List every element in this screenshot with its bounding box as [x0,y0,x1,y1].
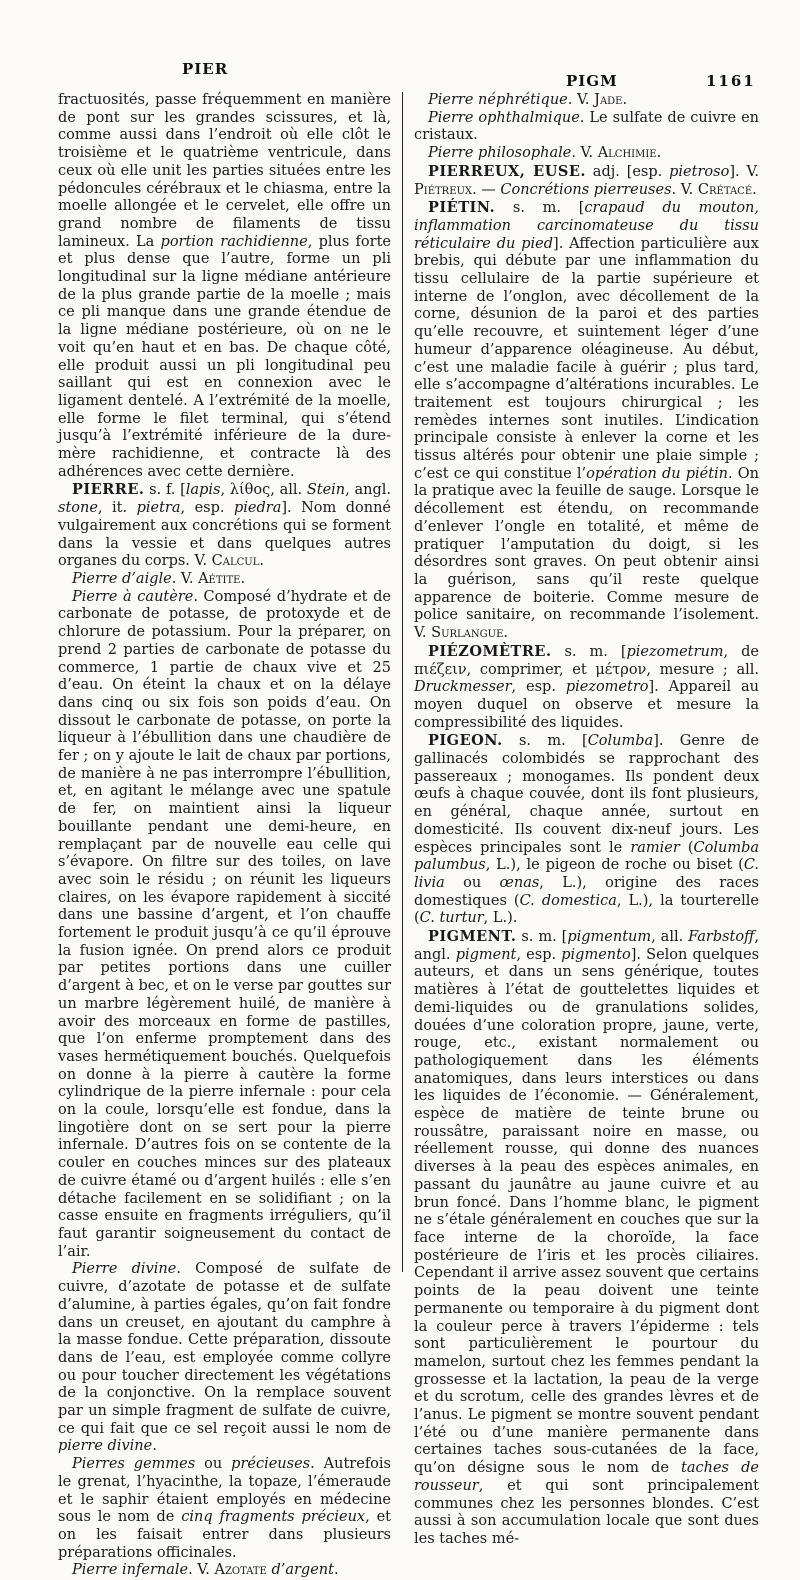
right-column [414,92,759,1549]
headword: PIÉTIN. [428,199,496,217]
cross-reference: Jade [594,92,623,108]
entry-pierre-daigle: Pierre d’aigle. V. Aétite. [72,570,246,587]
entry-pierreux: PIERREUX, EUSE. adj. [esp. pietroso]. V. Piétreux. — Concrétions pierreuses. V. Crétacé. [414,162,759,198]
entry-pierre-divine: Pierre divine. Composé de sulfate de cuivre, d’azotate de potasse et de sulfate d’alumine, à parties égales, qu’on fait fondre dans un creuset, en ajoutant du camphre à la masse fondue. Cette préparation, dissoute dans de l’eau, est employée comme collyre ou pour toucher directement les végétations de la conjonctive. On la remplace souvent par un simple fragment de sulfate de cuivre, ce qui fait que ce sel reçoit aussi le nom de pierre divine. [58,1261,391,1455]
entry-pierre-nephretique: Pierre néphrétique. V. Jade. [428,92,628,108]
entry-pierre: PIERRE. s. f. [lapis, λίθος, all. Stein, angl. stone, it. pietra, esp. piedra]. Nom donné vulgairement aux concrétions qui se forment dans la vessie et dans quelques autres organes du corps. V. Calcul. [58,481,392,570]
entry-pierre-a-cautere: Pierre à cautère. Composé d’hydrate et de carbonate de potasse, de protoxyde et de chlorure de potassium. Pour la préparer, on prend 2 parties de carbonate de potasse du commerce, 1 partie de chaux vive et 25 d’eau. On éteint la chaux et on la délaye dans cinq ou six fois son poids d’eau. On dissout le carbonate de potasse, on porte la liqueur à l’ébullition dans une chaudière de fer ; on y ajoute le lait de chaux par portions, de manière à ne pas interrompre l’ébullition, et, en agitant le mélange avec une spatule de fer, on maintient ainsi la liqueur bouillante pendant une demi-heure, en remplaçant par de nouvelle eau celle qui s’évapore. On filtre sur des toiles, on lave avec soin le résidu ; on réunit les liqueurs claires, on les évapore rapidement à siccité dans une bassine d’argent, et l’on chauffe fortement le produit jusqu’à ce qu’il éprouve la fusion ignée. On prend alors ce produit par petites portions dans une cuiller d’argent à bec, et on le verse par gouttes sur un marbre légèrement huilé, de manière à avoir des morceaux en forme de pastilles, que l’on enferme promptement dans des vases hermétiquement bouchés. Quelquefois on donne à la pierre à cautère la forme cylindrique de la pierre infernale : pour cela on la coule, lorsqu’elle est fondue, dans la lingotière dont on se sert pour la pierre infernale. D’autres fois on se contente de la couler en couches minces sur des plateaux de cuivre étamé ou d’argent huilés : elle s’en détache facilement en se solidifiant ; on la casse ensuite en fragments irréguliers, qu’il faut garantir soigneusement du contact de l’air. [58,588,391,1260]
entry-pierre-ophthalmique: Pierre ophthalmique. Le sulfate de cuivre en cristaux. [414,109,759,144]
headword: PIÉZOMÈTRE. [428,642,552,660]
cross-reference: Aétite [198,570,241,587]
entry-pie-mere-continued: fractuosités, passe fréquemment en manière de pont sur les grandes scissures, et là, comme aussi dans l’endroit où elle clôt le troisième et le quatrième ventricule, dans ceux où elle unit les parties situées entre les pédoncules cérébraux et le chiasma, entre la moelle allongée et le cervelet, elle offre un grand nombre de filaments de tissu lamineux. La portion rachidienne, plus forte et plus dense que l’autre, forme un pli longitudinal sur la ligne médiane antérieure de la plus grande partie de la moelle ; mais ce pli manque dans une grande étendue de la ligne médiane postérieure, où on ne le voit qu’en haut et en bas. De chaque côté, elle produit aussi un pli longitudinal peu saillant qui est en connexion avec le ligament dentelé. A l’extrémité de la moelle, elle forme le filet terminal, qui s’étend jusqu’à l’extrémité inférieure de la dure-mère rachidienne, et contracte là des adhérences avec cette dernière. [58,92,391,480]
cross-reference: Alchimie [597,145,657,162]
running-head-left: PIER [182,60,229,78]
headword: PIERREUX, EUSE. [428,162,586,180]
entry-pierres-gemmes: Pierres gemmes ou précieuses. Autrefois le grenat, l’hyacinthe, la topaze, l’émeraude et le saphir étaient employés en médecine sous le nom de cinq fragments précieux, et on les faisait entrer dans plusieurs préparations officinales. [58,1456,391,1561]
entry-pierre-philosophale: Pierre philosophale. V. Alchimie. [428,145,662,162]
running-head-right: PIGM [566,72,618,90]
cross-reference: Piétreux [414,181,473,198]
entry-pigeon: PIGEON. s. m. [Columba]. Genre de gallinacés colombidés se rapprochant des passereaux ; monogames. Ils pondent deux œufs à chaque couvée, dont ils font plusieurs, en général, chaque année, surtout en domesticité. Ils couvent dix-neuf jours. Les espèces principales sont le ramier (Columba palumbus, L.), le pigeon de roche ou biset (C. livia ou œnas, L.), origine des races domestiques (C. domestica, L.), la tourterelle (C. turtur, L.). [414,732,759,927]
cross-reference: Azotate [214,1562,267,1579]
headword: PIGMENT. [428,928,517,946]
page-number: 1161 [706,72,756,90]
cross-reference: Calcul [211,553,260,570]
cross-reference: Crétacé [697,181,753,198]
left-column [58,92,391,1580]
headword: PIERRE. [72,481,145,499]
entry-piezometre: PIÉZOMÈTRE. s. m. [piezometrum, de πιέζειν, comprimer, et μέτρον, mesure ; all. Druckmesser, esp. piezometro]. Appareil au moyen duquel on observe et mesure la compressibilité des liquides. [414,642,759,731]
entry-pigment: PIGMENT. s. m. [pigmentum, all. Farbstoff, angl. pigment, esp. pigmento]. Selon quelques auteurs, et dans un sens générique, toutes matières à l’état de gouttelettes liquides et demi-liquides ou de granulations solides, douées d’une coloration propre, jaune, verte, rouge, etc., existant normalement ou pathologiquement dans les éléments anatomiques, dans leurs interstices ou dans les liquides de l’économie. — Généralement, espèce de matière de teinte brune ou roussâtre, paraissant noire en masse, ou réellement rousse, qui donne des nuances diverses à la peau des espèces animales, en passant du jaunâtre au jaune cuivre et au brun foncé. Dans l’homme blanc, le pigment ne s’étale généralement en couches que sur la face interne de la choroïde, la face postérieure de l’iris et les procès ciliaires. Cependant il arrive assez souvent que certains points de la peau doivent une teinte permanente ou temporaire à du pigment dont la couleur perce à travers l’épiderme : tels sont particulièrement le pourtour du mamelon, surtout chez les femmes pendant la grossesse et la lactation, la peau de la verge et du scrotum, celle des grandes lèvres et de l’anus. Le pigment se montre souvent pendant l’été ou d’une manière permanente dans certaines taches sous-cutanées de la face, qu’on désigne sous le nom de taches de rousseur, et qui sont principalement communes chez les personnes blondes. C’est aussi à son accumulation locale que sont dues les taches mé- [414,928,760,1547]
cross-reference: Surlangue [431,625,504,642]
headword: PIGEON. [428,732,503,750]
entry-pierre-infernale: Pierre infernale. V. Azotate d’argent. [72,1562,339,1579]
entry-pietin: PIÉTIN. s. m. [crapaud du mouton, inflammation carcinomateuse du tissu réticulaire du pied]. Affection particulière aux brebis, qui débute par une inflammation du tissu cellulaire de la partie supérieure et interne de l’onglon, avec décollement de la corne, désunion de la paroi et des parties qu’elle recouvre, et suintement léger d’une humeur d’apparence oléagineuse. Au début, c’est une maladie facile à guérir ; plus tard, elle s’accompagne d’altérations incurables. Le traitement est toujours chirurgical ; les remèdes internes sont inutiles. L’indication principale consiste à enlever la corne et les tissus altérés pour obtenir une plaie simple ; c’est ce qui constitue l’opération du piétin. On la pratique avec la feuille de sauge. Lorsque le décollement est étendu, on recommande d’enlever l’ongle en totalité, et même de pratiquer l’amputation du doigt, si les désordres sont graves. On peut obtenir ainsi la guérison, sans qu’il reste quelque apparence de boiterie. Comme mesure de police sanitaire, on recommande l’isolement. V. Surlangue. [414,199,759,642]
column-divider [402,92,403,1272]
